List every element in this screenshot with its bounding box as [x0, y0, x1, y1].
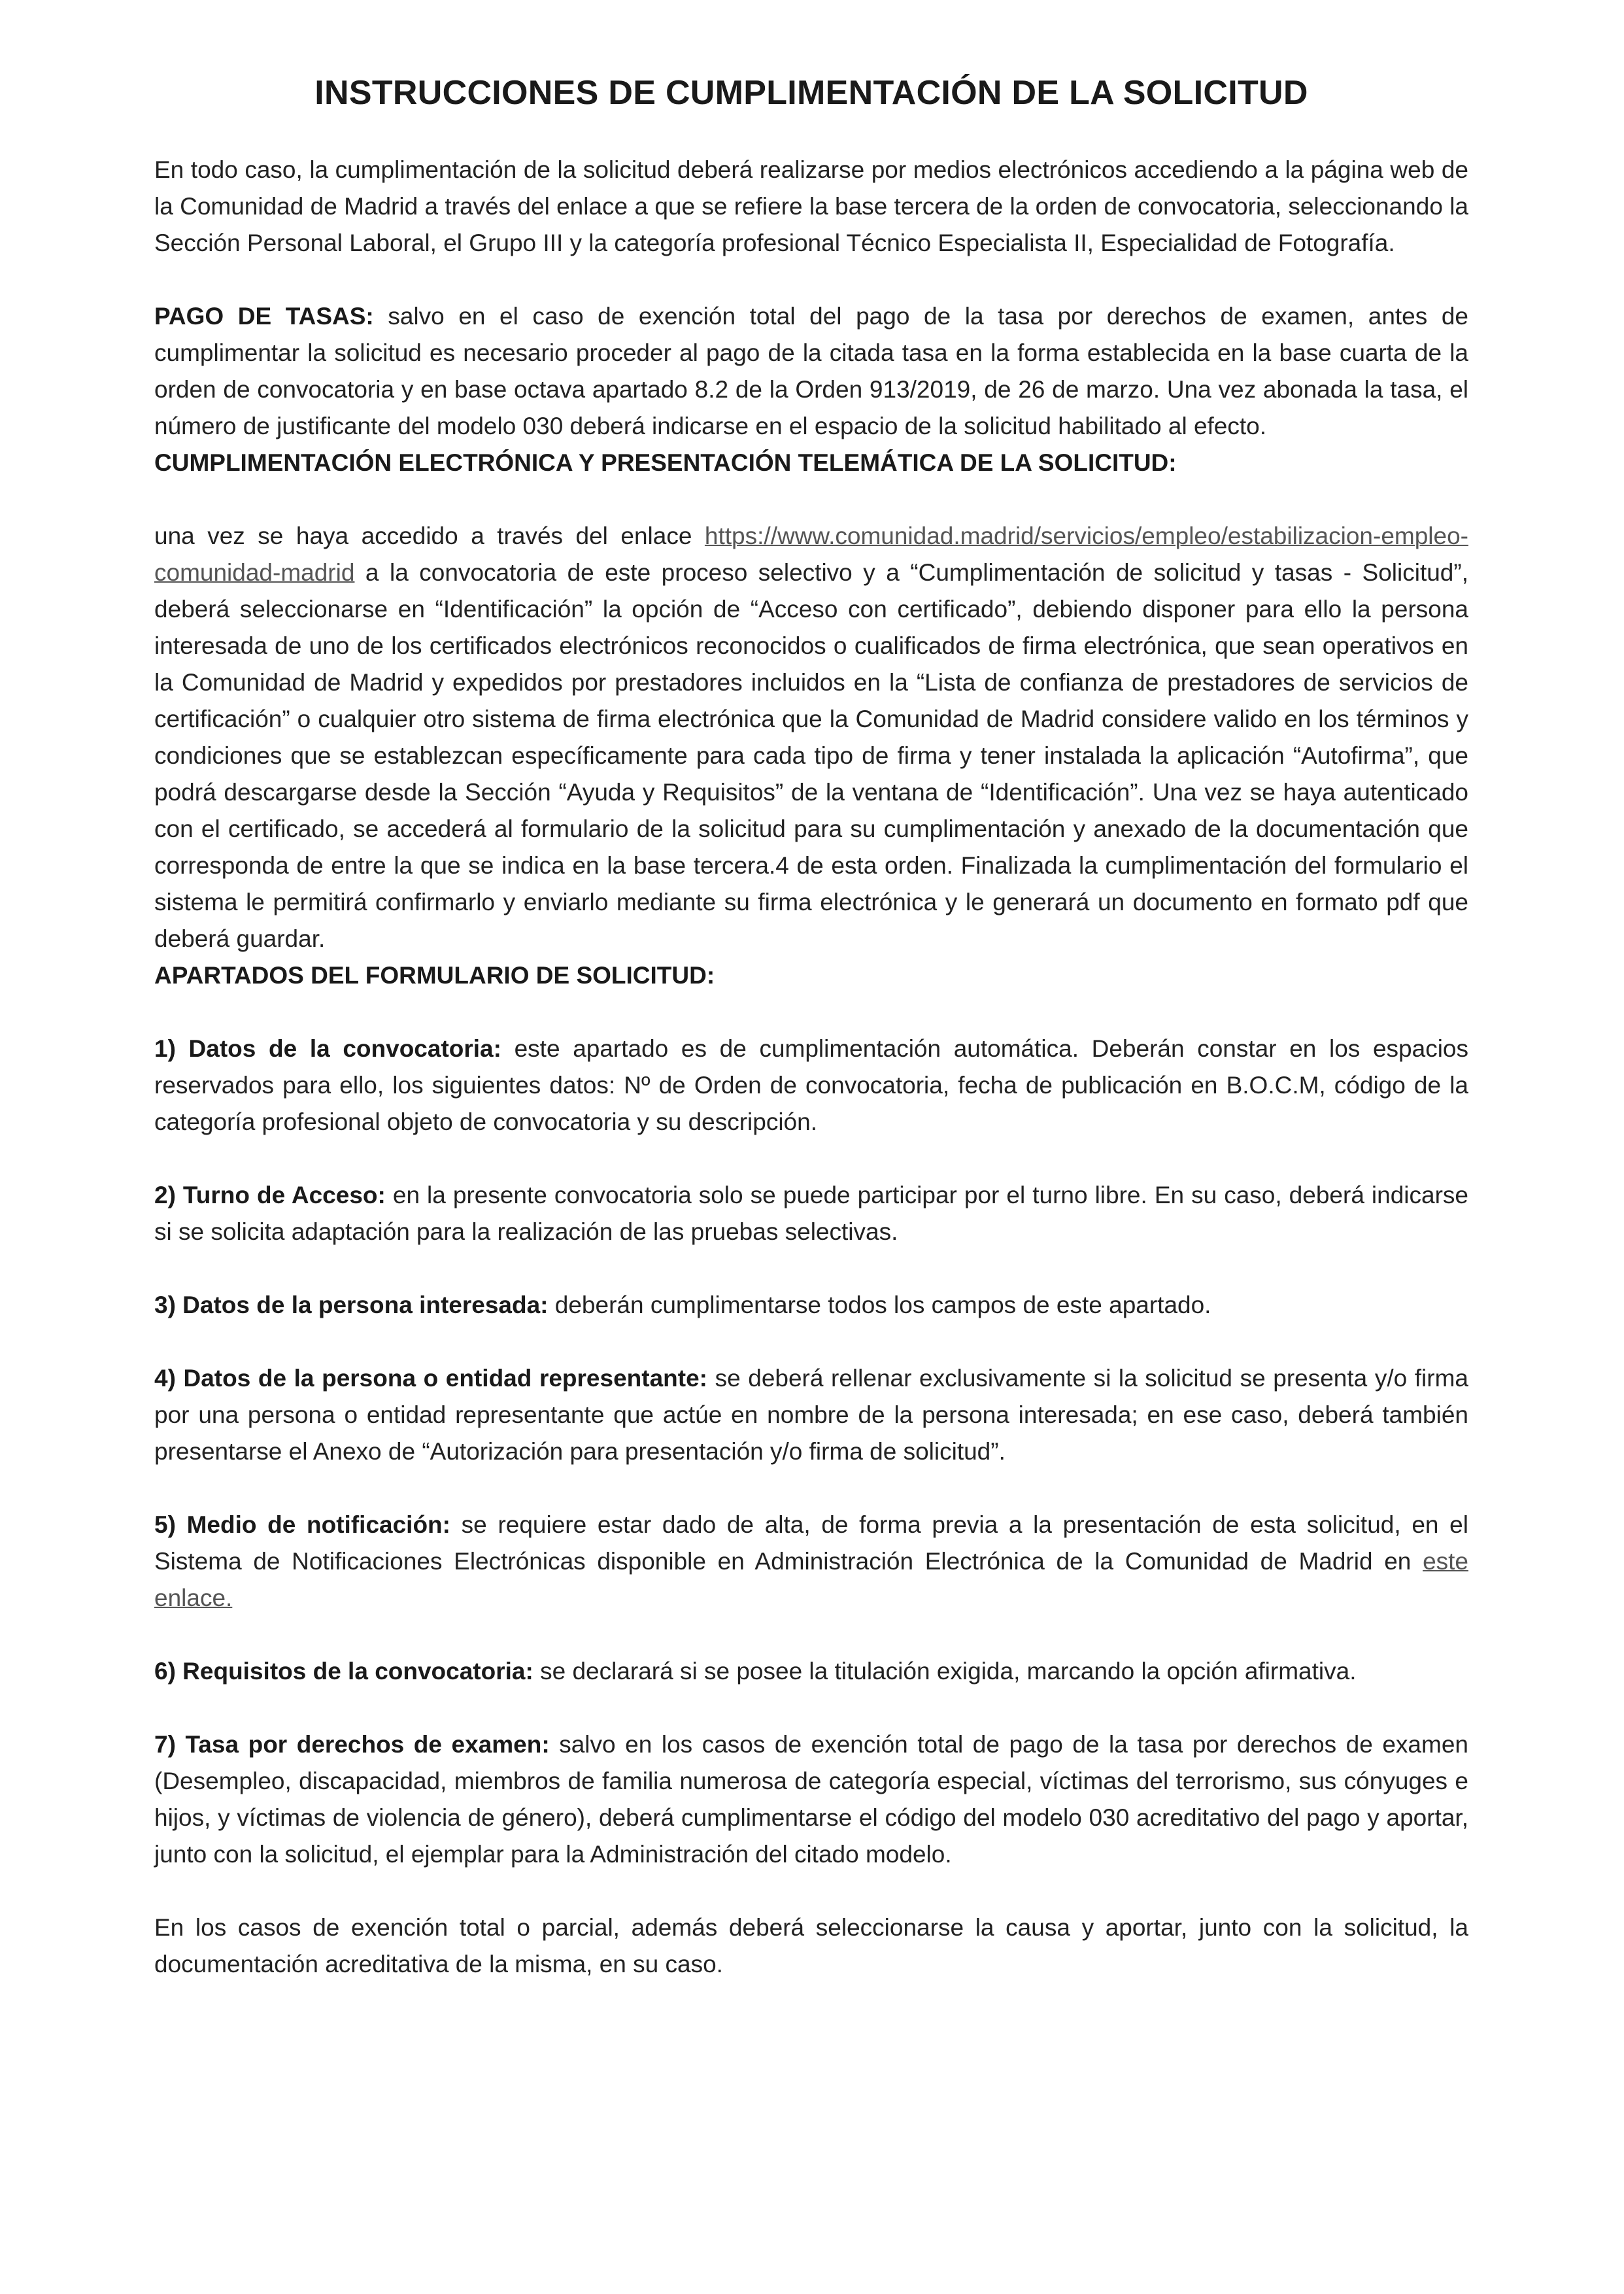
- apartado-6-label: 6) Requisitos de la convocatoria:: [154, 1658, 533, 1685]
- apartado-5-paragraph: [154, 1507, 1468, 1617]
- intro-paragraph: En todo caso, la cumplimentación de la solicitud deberá realizarse por medios electrónicos accediendo a la página web de la Comunidad de Madrid a través del enlace a que se refiere la base tercera de la orden de convocatoria, seleccionando la Sección Personal Laboral, el Grupo III y la categoría profesional Técnico Especialista II, Especialidad de Fotografía.: [154, 156, 1468, 256]
- electronica-paragraph: [154, 518, 1468, 957]
- apartado-4-paragraph: [154, 1360, 1468, 1470]
- document-page: [154, 73, 1468, 1983]
- notificaciones-link[interactable]: este enlace.: [154, 1548, 1468, 1611]
- apartado-6-text: se declarará si se posee la titulación exigida, marcando la opción afirmativa.: [533, 1658, 1357, 1685]
- apartado-6-paragraph: [154, 1653, 1468, 1690]
- apartado-4-text: se deberá rellenar exclusivamente si la solicitud se presenta y/o firma por una persona o entidad representante que actúe en nombre de la persona interesada; en ese caso, deberá también presentarse el Anexo de “Autorización para presentación y/o firma de solicitud”.: [154, 1365, 1468, 1465]
- pago-tasas-text: salvo en el caso de exención total del pago de la tasa por derechos de examen, antes de cumplimentar la solicitud es necesario proceder al pago de la citada tasa en la forma establecida en la base cuarta de la orden de convocatoria y en base octava apartado 8.2 de la Orden 913/2019, de 26 de marzo. Una vez abonada la tasa, el número de justificante del modelo 030 deberá indicarse en el espacio de la solicitud habilitado al efecto.: [154, 303, 1468, 439]
- apartado-7-text: salvo en los casos de exención total de pago de la tasa por derechos de examen (Desempleo, discapacidad, miembros de familia numerosa de categoría especial, víctimas del terrorismo, sus cónyuges e hijos, y víctimas de violencia de género), deberá cumplimentarse el código del modelo 030 acreditativo del pago y aportar, junto con la solicitud, el ejemplar para la Administración del citado modelo.: [154, 1731, 1468, 1868]
- pago-tasas-paragraph: [154, 298, 1468, 445]
- pago-tasas-label: PAGO DE TASAS:: [154, 303, 374, 330]
- apartado-5-text: se requiere estar dado de alta, de forma previa a la presentación de esta solicitud, en el Sistema de Notificaciones Electrónicas disponible en Administración Electrónica de la Comunidad de Madrid en: [154, 1511, 1468, 1575]
- apartado-4-label: 4) Datos de la persona o entidad representante:: [154, 1365, 707, 1392]
- final-paragraph: En los casos de exención total o parcial, además deberá seleccionarse la causa y aportar, junto con la solicitud, la documentación acreditativa de la misma, en su caso.: [154, 1914, 1468, 1977]
- electronica-text-after: a la convocatoria de este proceso selectivo y a “Cumplimentación de solicitud y tasas - Solicitud”, deberá seleccionarse en “Identificación” la opción de “Acceso con certificado”, debiendo disponer para ello la persona interesada de uno de los certificados electrónicos reconocidos o cualificados de firma electrónica, que sean operativos en la Comunidad de Madrid y expedidos por prestadores incluidos en la “Lista de confianza de prestadores de servicios de certificación” o cualquier otro sistema de firma electrónica que la Comunidad de Madrid considere valido en los términos y condiciones que se establezcan específicamente para cada tipo de firma y tener instalada la aplicación “Autofirma”, que podrá descargarse desde la Sección “Ayuda y Requisitos” de la ventana de “Identificación”. Una vez se haya autenticado con el certificado, se accederá al formulario de la solicitud para su cumplimentación y anexado de la documentación que corresponda de entre la que se indica en la base tercera.4 de esta orden. Finalizada la cumplimentación del formulario el sistema le permitirá confirmarlo y enviarlo mediante su firma electrónica y le generará un documento en formato pdf que deberá guardar.: [154, 559, 1468, 952]
- convocatoria-link[interactable]: https://www.comunidad.madrid/servicios/empleo/estabilizacion-empleo-comunidad-madrid: [154, 522, 1468, 586]
- apartado-2-paragraph: [154, 1177, 1468, 1250]
- apartado-2-text: en la presente convocatoria solo se puede participar por el turno libre. En su caso, deberá indicarse si se solicita adaptación para la realización de las pruebas selectivas.: [154, 1182, 1469, 1245]
- apartados-heading: APARTADOS DEL FORMULARIO DE SOLICITUD:: [154, 962, 715, 989]
- electronica-text-before: una vez se haya accedido a través del enlace: [154, 522, 705, 549]
- apartado-3-label: 3) Datos de la persona interesada:: [154, 1292, 549, 1318]
- apartado-7-label: 7) Tasa por derechos de examen:: [154, 1731, 550, 1758]
- apartado-5-label: 5) Medio de notificación:: [154, 1511, 450, 1538]
- apartado-7-paragraph: [154, 1726, 1468, 1873]
- apartado-1-label: 1) Datos de la convocatoria:: [154, 1035, 501, 1062]
- apartado-3-paragraph: [154, 1287, 1468, 1324]
- page-title: INSTRUCCIONES DE CUMPLIMENTACIÓN DE LA SOLICITUD: [314, 74, 1308, 112]
- apartado-1-paragraph: [154, 1031, 1468, 1140]
- apartado-2-label: 2) Turno de Acceso:: [154, 1182, 386, 1208]
- apartado-1-text: este apartado es de cumplimentación automática. Deberán constar en los espacios reservados para ello, los siguientes datos: Nº de Orden de convocatoria, fecha de publicación en B.O.C.M, código de la categoría profesional objeto de convocatoria y su descripción.: [154, 1035, 1468, 1135]
- apartado-3-text: deberán cumplimentarse todos los campos de este apartado.: [548, 1292, 1211, 1318]
- electronica-heading: CUMPLIMENTACIÓN ELECTRÓNICA Y PRESENTACIÓN TELEMÁTICA DE LA SOLICITUD:: [154, 449, 1177, 476]
